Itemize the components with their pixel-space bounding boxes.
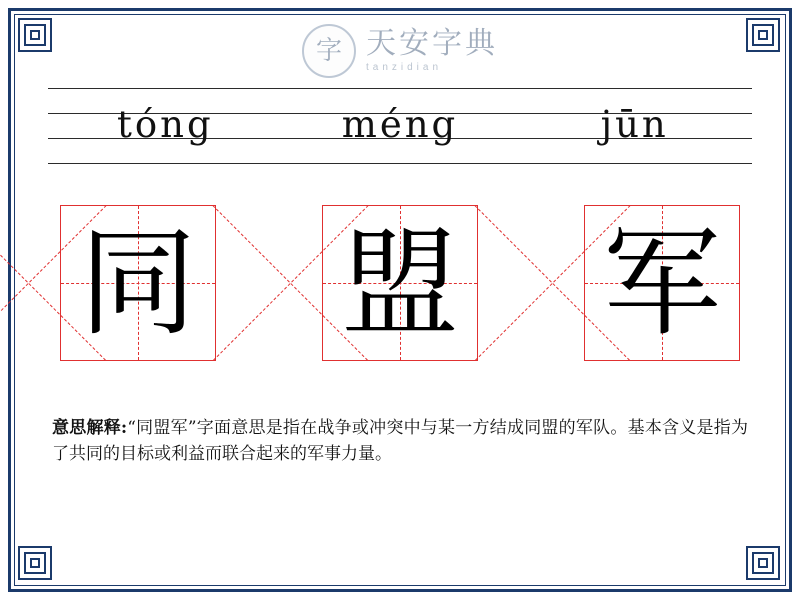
- character-glyph-3: 军: [602, 214, 721, 352]
- explanation-label: 意思解释:: [52, 418, 128, 438]
- character-grid-row: [60, 205, 740, 361]
- character-cell-1: [60, 205, 216, 361]
- pinyin-syllable-3: jūn: [600, 102, 669, 146]
- site-logo: [0, 20, 800, 82]
- seal-icon: 字: [302, 24, 356, 78]
- pinyin-staff: [48, 88, 752, 164]
- character-cell-2: [322, 205, 478, 361]
- pinyin-syllable-1: tóng: [117, 102, 214, 146]
- character-glyph-1: 同: [78, 214, 197, 352]
- corner-ornament-bottom-left: [18, 546, 54, 582]
- logo-text: [366, 26, 498, 73]
- corner-ornament-bottom-right: [746, 546, 782, 582]
- pinyin-row: [48, 88, 752, 164]
- character-glyph-2: 盟: [340, 214, 459, 352]
- pinyin-syllable-2: méng: [341, 102, 459, 146]
- explanation-text: “同盟军”字面意思是指在战争或冲突中与某一方结成同盟的军队。基本含义是指为了共同的目标或利益而联合起来的军事力量。: [52, 418, 748, 465]
- explanation-block: [52, 415, 748, 468]
- logo-subtitle: tanzidian: [366, 62, 443, 73]
- character-cell-3: [584, 205, 740, 361]
- logo-title: 天安字典: [366, 26, 498, 61]
